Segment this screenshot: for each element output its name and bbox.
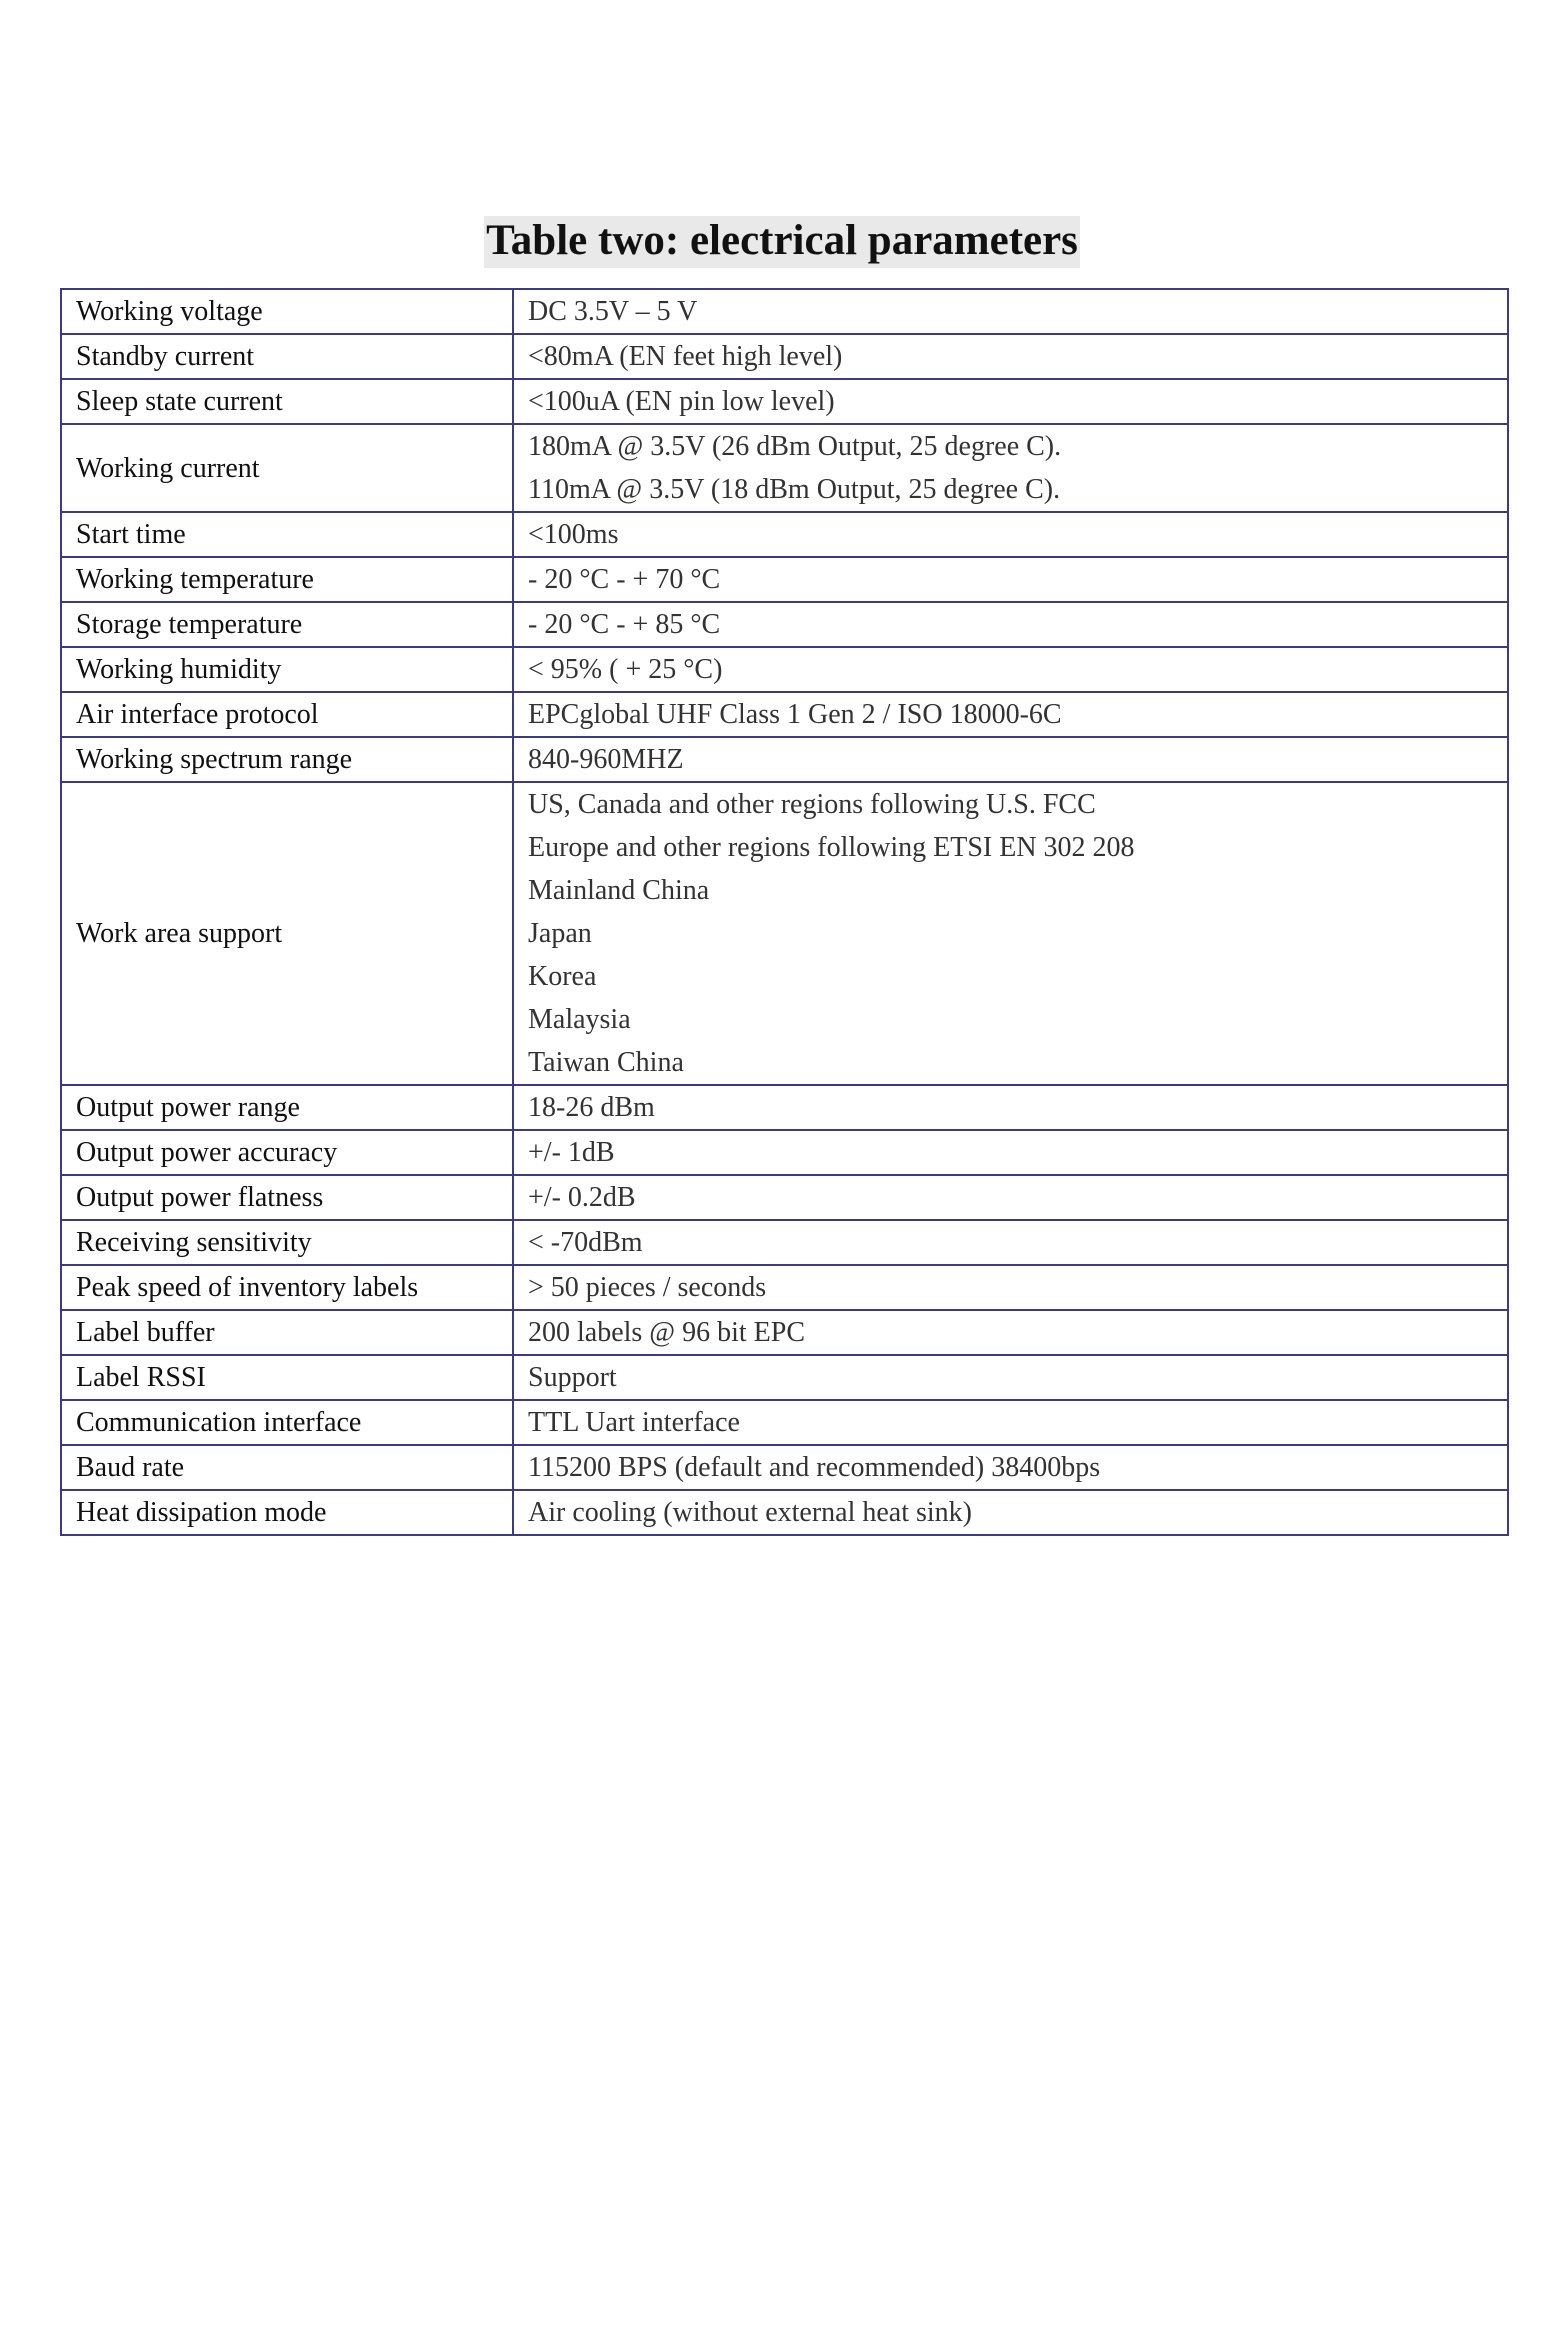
- parameter-value-line: US, Canada and other regions following U.S. FCC: [528, 789, 1096, 820]
- table-row: [61, 1130, 1508, 1175]
- parameter-value: [513, 647, 1508, 692]
- parameter-name: Standby current: [61, 334, 513, 379]
- parameter-name: Label buffer: [61, 1310, 513, 1355]
- parameter-value-line: TTL Uart interface: [528, 1407, 740, 1438]
- table-row: [61, 692, 1508, 737]
- table-row: [61, 737, 1508, 782]
- parameter-value-line: < 95% ( + 25 °C): [528, 654, 723, 685]
- parameter-value: [513, 557, 1508, 602]
- parameter-name: Sleep state current: [61, 379, 513, 424]
- table-row: [61, 1085, 1508, 1130]
- parameter-value-line: Mainland China: [528, 875, 710, 906]
- parameter-value-line: Air cooling (without external heat sink): [528, 1497, 972, 1528]
- parameter-value-line: 110mA @ 3.5V (18 dBm Output, 25 degree C).: [528, 474, 1061, 505]
- parameter-name: Communication interface: [61, 1400, 513, 1445]
- parameter-value: [513, 1265, 1508, 1310]
- table-row: [61, 1400, 1508, 1445]
- parameter-value-line: DC 3.5V – 5 V: [528, 296, 698, 327]
- parameter-name: Working spectrum range: [61, 737, 513, 782]
- parameter-value-line: <80mA (EN feet high level): [528, 341, 843, 372]
- table-title: [0, 216, 1564, 268]
- parameter-name: Working current: [61, 424, 513, 512]
- table-row: [61, 1220, 1508, 1265]
- table-row: [61, 512, 1508, 557]
- parameter-name: Air interface protocol: [61, 692, 513, 737]
- parameter-value: [513, 1445, 1508, 1490]
- parameter-value: [513, 602, 1508, 647]
- parameter-value-line: 18-26 dBm: [528, 1092, 655, 1123]
- parameter-value-line: - 20 °C - + 70 °C: [528, 564, 721, 595]
- parameter-value: [513, 1400, 1508, 1445]
- parameter-value-line: 180mA @ 3.5V (26 dBm Output, 25 degree C).: [528, 431, 1062, 462]
- parameter-name: Receiving sensitivity: [61, 1220, 513, 1265]
- parameter-value-line: Japan: [528, 918, 592, 949]
- table-row: [61, 424, 1508, 512]
- table-row: [61, 782, 1508, 1085]
- parameters-table-body: [61, 289, 1508, 1535]
- table-title-text: Table two: electrical parameters: [484, 216, 1080, 268]
- parameter-value: [513, 1220, 1508, 1265]
- parameter-value: [513, 1490, 1508, 1535]
- parameter-name: Output power range: [61, 1085, 513, 1130]
- parameter-value: [513, 1355, 1508, 1400]
- parameter-name: Storage temperature: [61, 602, 513, 647]
- table-row: [61, 1265, 1508, 1310]
- parameter-name: Working humidity: [61, 647, 513, 692]
- parameter-value: [513, 1085, 1508, 1130]
- parameter-name: Peak speed of inventory labels: [61, 1265, 513, 1310]
- parameter-value-line: +/- 1dB: [528, 1137, 615, 1168]
- table-row: [61, 647, 1508, 692]
- parameter-value-line: - 20 °C - + 85 °C: [528, 609, 721, 640]
- parameter-value-line: < -70dBm: [528, 1227, 643, 1258]
- parameter-name: Start time: [61, 512, 513, 557]
- electrical-parameters-table: [60, 288, 1509, 1536]
- parameter-name: Output power accuracy: [61, 1130, 513, 1175]
- parameter-value-line: Malaysia: [528, 1004, 631, 1035]
- table-row: [61, 1310, 1508, 1355]
- parameter-value: [513, 512, 1508, 557]
- parameter-value: [513, 334, 1508, 379]
- parameter-value-line: +/- 0.2dB: [528, 1182, 636, 1213]
- table-row: [61, 1175, 1508, 1220]
- parameter-value-line: Support: [528, 1362, 617, 1393]
- parameter-value-line: Taiwan China: [528, 1047, 684, 1078]
- parameter-value: [513, 1310, 1508, 1355]
- parameter-name: Baud rate: [61, 1445, 513, 1490]
- parameter-value-line: <100ms: [528, 519, 619, 550]
- parameter-name: Working temperature: [61, 557, 513, 602]
- table-row: [61, 334, 1508, 379]
- parameter-value: [513, 737, 1508, 782]
- parameter-name: Heat dissipation mode: [61, 1490, 513, 1535]
- parameter-value: [513, 692, 1508, 737]
- parameter-value-line: <100uA (EN pin low level): [528, 386, 835, 417]
- parameter-value: [513, 289, 1508, 334]
- parameter-value: [513, 1130, 1508, 1175]
- parameter-value: [513, 424, 1508, 512]
- parameter-value: [513, 782, 1508, 1085]
- parameter-value-line: 200 labels @ 96 bit EPC: [528, 1317, 806, 1348]
- table-row: [61, 1490, 1508, 1535]
- parameter-value-line: 115200 BPS (default and recommended) 38400bps: [528, 1452, 1101, 1483]
- parameter-name: Label RSSI: [61, 1355, 513, 1400]
- table-row: [61, 1445, 1508, 1490]
- parameter-value-line: > 50 pieces / seconds: [528, 1272, 767, 1303]
- parameter-value: [513, 1175, 1508, 1220]
- parameter-value-line: Europe and other regions following ETSI EN 302 208: [528, 832, 1135, 863]
- parameter-value-line: EPCglobal UHF Class 1 Gen 2 / ISO 18000-6C: [528, 699, 1062, 730]
- table-row: [61, 557, 1508, 602]
- table-row: [61, 1355, 1508, 1400]
- table-row: [61, 602, 1508, 647]
- parameter-value-line: 840-960MHZ: [528, 744, 684, 775]
- table-row: [61, 379, 1508, 424]
- parameter-value: [513, 379, 1508, 424]
- parameter-name: Work area support: [61, 782, 513, 1085]
- parameter-value-line: Korea: [528, 961, 597, 992]
- parameter-name: Output power flatness: [61, 1175, 513, 1220]
- parameter-name: Working voltage: [61, 289, 513, 334]
- table-row: [61, 289, 1508, 334]
